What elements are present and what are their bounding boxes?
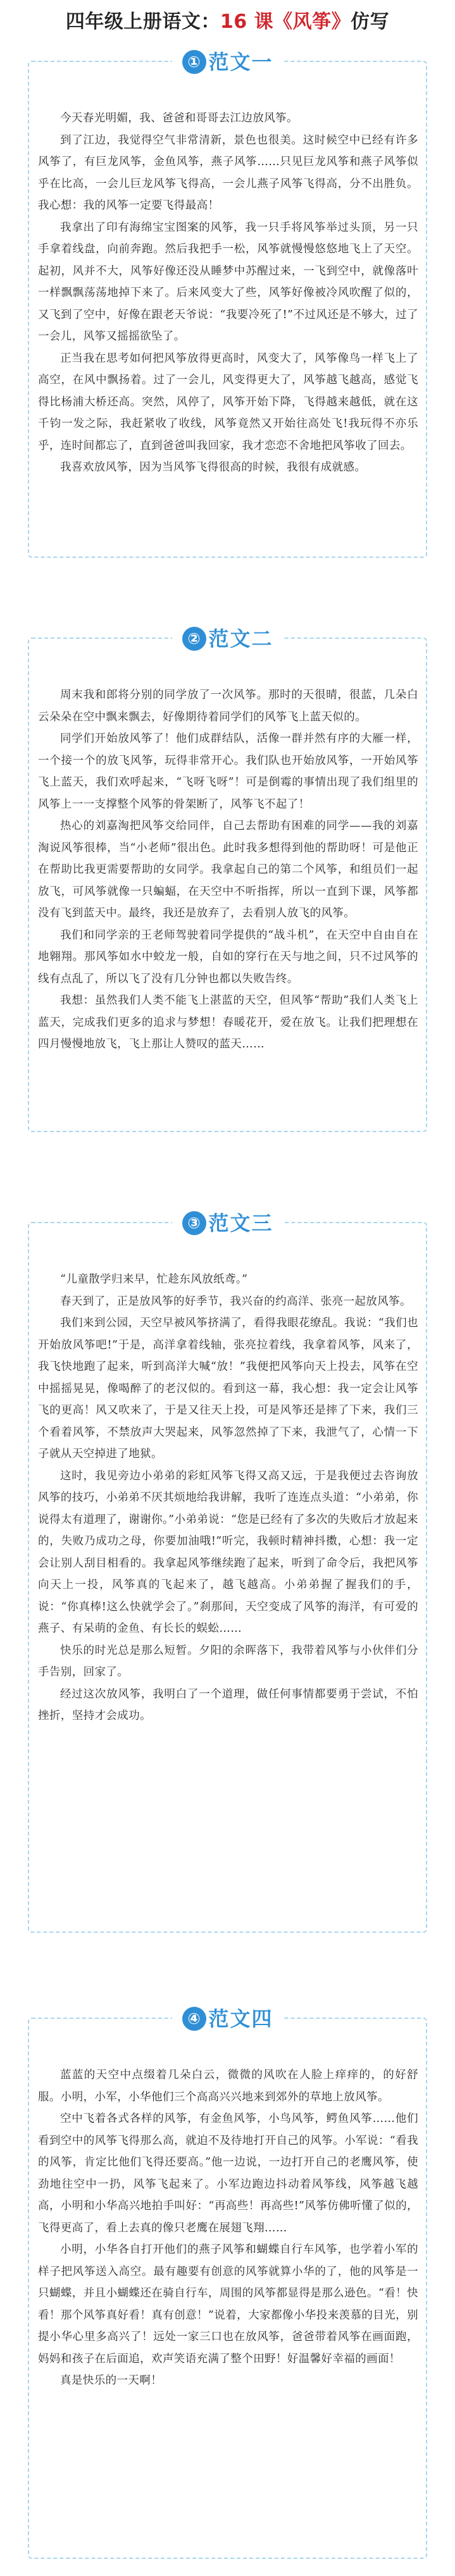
title-accent: 16 课《风筝》 [220, 11, 351, 33]
title-suffix: 仿写 [351, 11, 390, 33]
essay-paragraph: 我想：虽然我们人类不能飞上湛蓝的天空，但风筝“帮助”我们人类飞上蓝天，完成我们更多的追求与梦想！春暖花开，爱在放飞。让我们把理想在四月慢慢地放飞，飞上那让人赞叹的蓝天…… [38, 994, 418, 1051]
essay-paragraph: 快乐的时光总是那么短暂。夕阳的余晖落下，我带着风筝与小伙伴们分手告别，回家了。 [38, 1644, 418, 1679]
essay-number-badge: ③ [182, 1211, 206, 1235]
essay-paragraph: 空中飞着各式各样的风筝，有金鱼风筝，小鸟风筝，鳄鱼风筝……他们看到空中的风筝飞得那么高，就迫不及待地打开自己的风筝。小军说：“看我的风筝，肯定比他们飞得还要高。”他一边说，一边打开自己的老鹰风筝，使劲地往空中一扔，风筝飞起来了。小军边跑边抖动着风筝线，风筝越飞越高，小明和小华高兴地拍手叫好：“再高些！再高些!”风筝仿佛听懂了似的，飞得更高了，看上去真的像只老鹰在展翅飞翔…… [38, 2112, 418, 2234]
essay-label: 范文四 [208, 2007, 273, 2031]
essay-paragraph: 真是快乐的一天啊！ [60, 2374, 163, 2387]
essay-label: 范文一 [208, 50, 273, 74]
essay-paragraph: 周末我和郎将分别的同学放了一次风筝。那时的天很晴，很蓝，几朵白云朵朵在空中飘来飘去，好像期待着同学们的风筝飞上蓝天似的。 [38, 689, 418, 724]
essay-paragraph: 热心的刘嘉淘把风筝交给同伴，自己去帮助有困难的同学——我的刘嘉淘说风筝很棒，当“小老师”很出色。此时我多想得到他的帮助呀！可是他正在帮助比我更需要帮助的女同学。我拿起自己的第二个风筝，和组员们一起放飞，可风筝就像一只蝙蝠，在天空中不听指挥，所以一直到下课，风筝都没有飞到蓝天中。最终，我还是放弃了，去看别人放飞的风筝。 [38, 820, 418, 920]
essay-paragraph: 到了江边，我觉得空气非常清新，景色也很美。这时候空中已经有许多风筝了，有巨龙风筝，金鱼风筝，燕子风筝……只见巨龙风筝和燕子风筝似乎在比高，一会儿巨龙风筝飞得高，一会儿燕子风筝飞得高，分不出胜负。我心想：我的风筝一定要飞得最高！ [38, 133, 418, 212]
essay-label: 范文三 [208, 1211, 273, 1235]
essay-paragraph: 今天春光明媚，我、爸爸和哥哥去江边放风筝。 [60, 112, 298, 125]
essay-header-2 [171, 622, 283, 655]
essay-card-2 [28, 627, 427, 1132]
essay-paragraph: “儿童散学归来早，忙趁东风放纸鸢。” [60, 1273, 248, 1286]
essay-header-1 [171, 46, 283, 78]
page-title [0, 6, 455, 38]
essay-number-badge: ② [182, 627, 206, 651]
essay-paragraph: 我们来到公园，天空早被风筝挤满了，看得我眼花缭乱。我说：“我们也开始放风筝吧!”于是，高洋拿着线轴，张亮拉着线，我拿着风筝，风来了，我飞快地跑了起来，听到高洋大喊“放！”我便把风筝向天上投去，风筝在空中摇摇晃晃，像喝醉了的老汉似的。看到这一幕，我心想：我一定会让风筝飞的更高！风又吹来了，于是又往天上投，可是风筝还是摔了下来，我们三个看着风筝，不禁放声大哭起来，风筝忽然掉了下来，我泄气了，心情一下子就从天空掉进了地狱。 [38, 1317, 418, 1460]
essay-card-4 [28, 2007, 427, 2559]
essay-label: 范文二 [208, 627, 273, 651]
essay-paragraph: 这时，我见旁边小弟弟的彩虹风筝飞得又高又远，于是我便过去咨询放风筝的技巧，小弟弟不厌其烦地给我讲解，我听了连连点头道：“小弟弟，你说得太有道理了，谢谢你。”小弟弟说：“您是已经有了多次的失败后才放起来的，失败乃成功之母，你要加油哦!”听完，我顿时精神抖擞，心想：我一定会让别人刮目相看的。我拿起风筝继续跑了起来，听到了命令后，我把风筝向天上一投，风筝真的飞起来了，越飞越高。小弟弟握了握我们的手，说：“你真棒!这么快就学会了。”刹那间，天空变成了风筝的海洋，有可爱的燕子、有呆萌的金鱼、有长长的蜈蚣…… [38, 1469, 418, 1635]
essay-number-badge: ④ [182, 2007, 206, 2031]
essay-paragraph: 我们和同学亲的王老师驾驶着同学提供的“战斗机”，在天空中自由自在地翱翔。那风筝如水中蛟龙一般，自如的穿行在天与地之间，只不过风筝的线有点乱了，所以飞了没有几分钟也都以失败告终。 [38, 928, 418, 985]
essay-header-3 [171, 1207, 283, 1240]
essay-paragraph: 正当我在思考如何把风筝放得更高时，风变大了，风筝像鸟一样飞上了高空，在风中飘扬着。过了一会儿，风变得更大了，风筝越飞越高，感觉飞得比杨浦大桥还高。突然，风停了，风筝开始下降，飞得越来越低，就在这千钧一发之际，我赶紧收了收线，风筝竟然又开始往高处飞!我玩得不亦乐乎，连时间都忘了，直到爸爸叫我回家，我才恋恋不舍地把风筝收了回去。 [38, 352, 418, 452]
title-prefix: 四年级上册语文： [65, 11, 220, 33]
essay-card-1 [28, 50, 427, 558]
essay-header-4 [171, 2002, 283, 2035]
essay-card-3 [28, 1211, 427, 1933]
essay-paragraph: 我喜欢放风筝，因为当风筝飞得很高的时候，我很有成就感。 [60, 461, 366, 474]
essay-paragraph: 经过这次放风筝，我明白了一个道理，做任何事情都要勇于尝试，不怕挫折，坚持才会成功。 [38, 1687, 418, 1722]
essay-paragraph: 春天到了，正是放风筝的好季节，我兴奋的约高洋、张亮一起放风筝。 [60, 1295, 411, 1308]
essay-paragraph: 我拿出了印有海绵宝宝图案的风筝，我一只手将风筝举过头顶，另一只手拿着线盘，向前奔跑。然后我把手一松，风筝就慢慢悠悠地飞上了天空。起初，风并不大，风筝好像还没从睡梦中苏醒过来，一飞到空中，就像落叶一样飘飘荡荡地掉下来了。后来风变大了些，风筝好像被冷风吹醒了似的，又飞到了空中，好像在跟老天爷说：“我要冷死了!”不过风还是不够大，过了一会儿，风筝又摇摇欲坠了。 [38, 221, 418, 343]
essay-paragraph: 小明，小华各自打开他们的燕子风筝和蝴蝶自行车风筝，也学着小军的样子把风筝送入高空。最有趣要有创意的风筝就算小华的了，他的风筝是一只蝴蝶，并且小蝴蝶还在骑自行车，周围的风筝都显得是那么逊色。“看！快看！那个风筝真好看！真有创意！”说着，大家都像小华投来羡慕的目光，别提小华心里多高兴了！远处一家三口也在放风筝，爸爸带着风筝在画面跑，妈妈和孩子在后面追，欢声笑语充满了整个田野！好温馨好幸福的画面！ [38, 2243, 418, 2365]
essay-paragraph: 同学们开始放风筝了！他们成群结队，活像一群并然有序的大雁一样，一个接一个的放飞风筝，玩得非常开心。我们队也开始放风筝，一开始风筝飞上蓝天，我们欢呼起来，“飞呀飞呀”！可是倒霉的事情出现了我们组里的风筝上一一支撑整个风筝的骨架断了，风筝飞不起了！ [38, 732, 418, 811]
essay-paragraph: 蓝蓝的天空中点缀着几朵白云，微微的风吹在人脸上痒痒的，的好舒服。小明，小军，小华他们三个高高兴兴地来到郊外的草地上放风筝。 [38, 2069, 418, 2104]
essay-number-badge: ① [182, 50, 206, 74]
